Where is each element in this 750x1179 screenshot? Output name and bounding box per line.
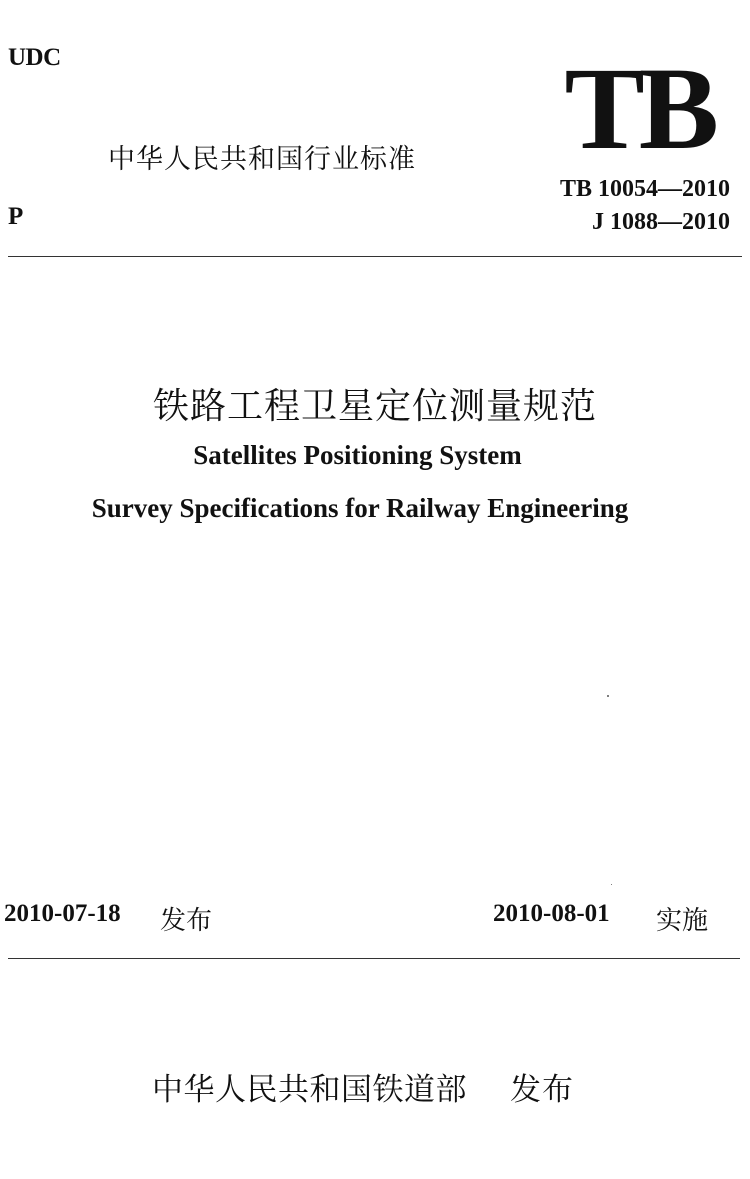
document-title-english-line1: Satellites Positioning System [193,440,522,470]
implementation-date: 2010-08-01 [493,900,610,927]
issue-label: 发布 [160,906,213,936]
standard-code-tb: TB 10054—2010 [559,176,730,202]
document-title-english-line2: Survey Specifications for Railway Engineering [91,493,629,523]
implementation-label: 实施 [656,906,709,936]
issue-date: 2010-07-18 [4,900,121,927]
top-divider [8,256,742,257]
udc-label: UDC [8,44,61,71]
classification-code: P [8,203,24,230]
document-title-chinese: 铁路工程卫星定位测量规范 [152,386,597,427]
scan-speck [611,884,612,885]
standard-code-j: J 1088—2010 [592,209,730,235]
publisher-name: 中华人民共和国铁道部 [152,1072,467,1108]
scan-speck [607,695,609,697]
standard-category-title: 中华人民共和国行业标准 [108,144,416,175]
publish-label: 发布 [510,1072,574,1108]
bottom-divider [8,958,740,959]
tb-logo: TB [564,43,713,174]
